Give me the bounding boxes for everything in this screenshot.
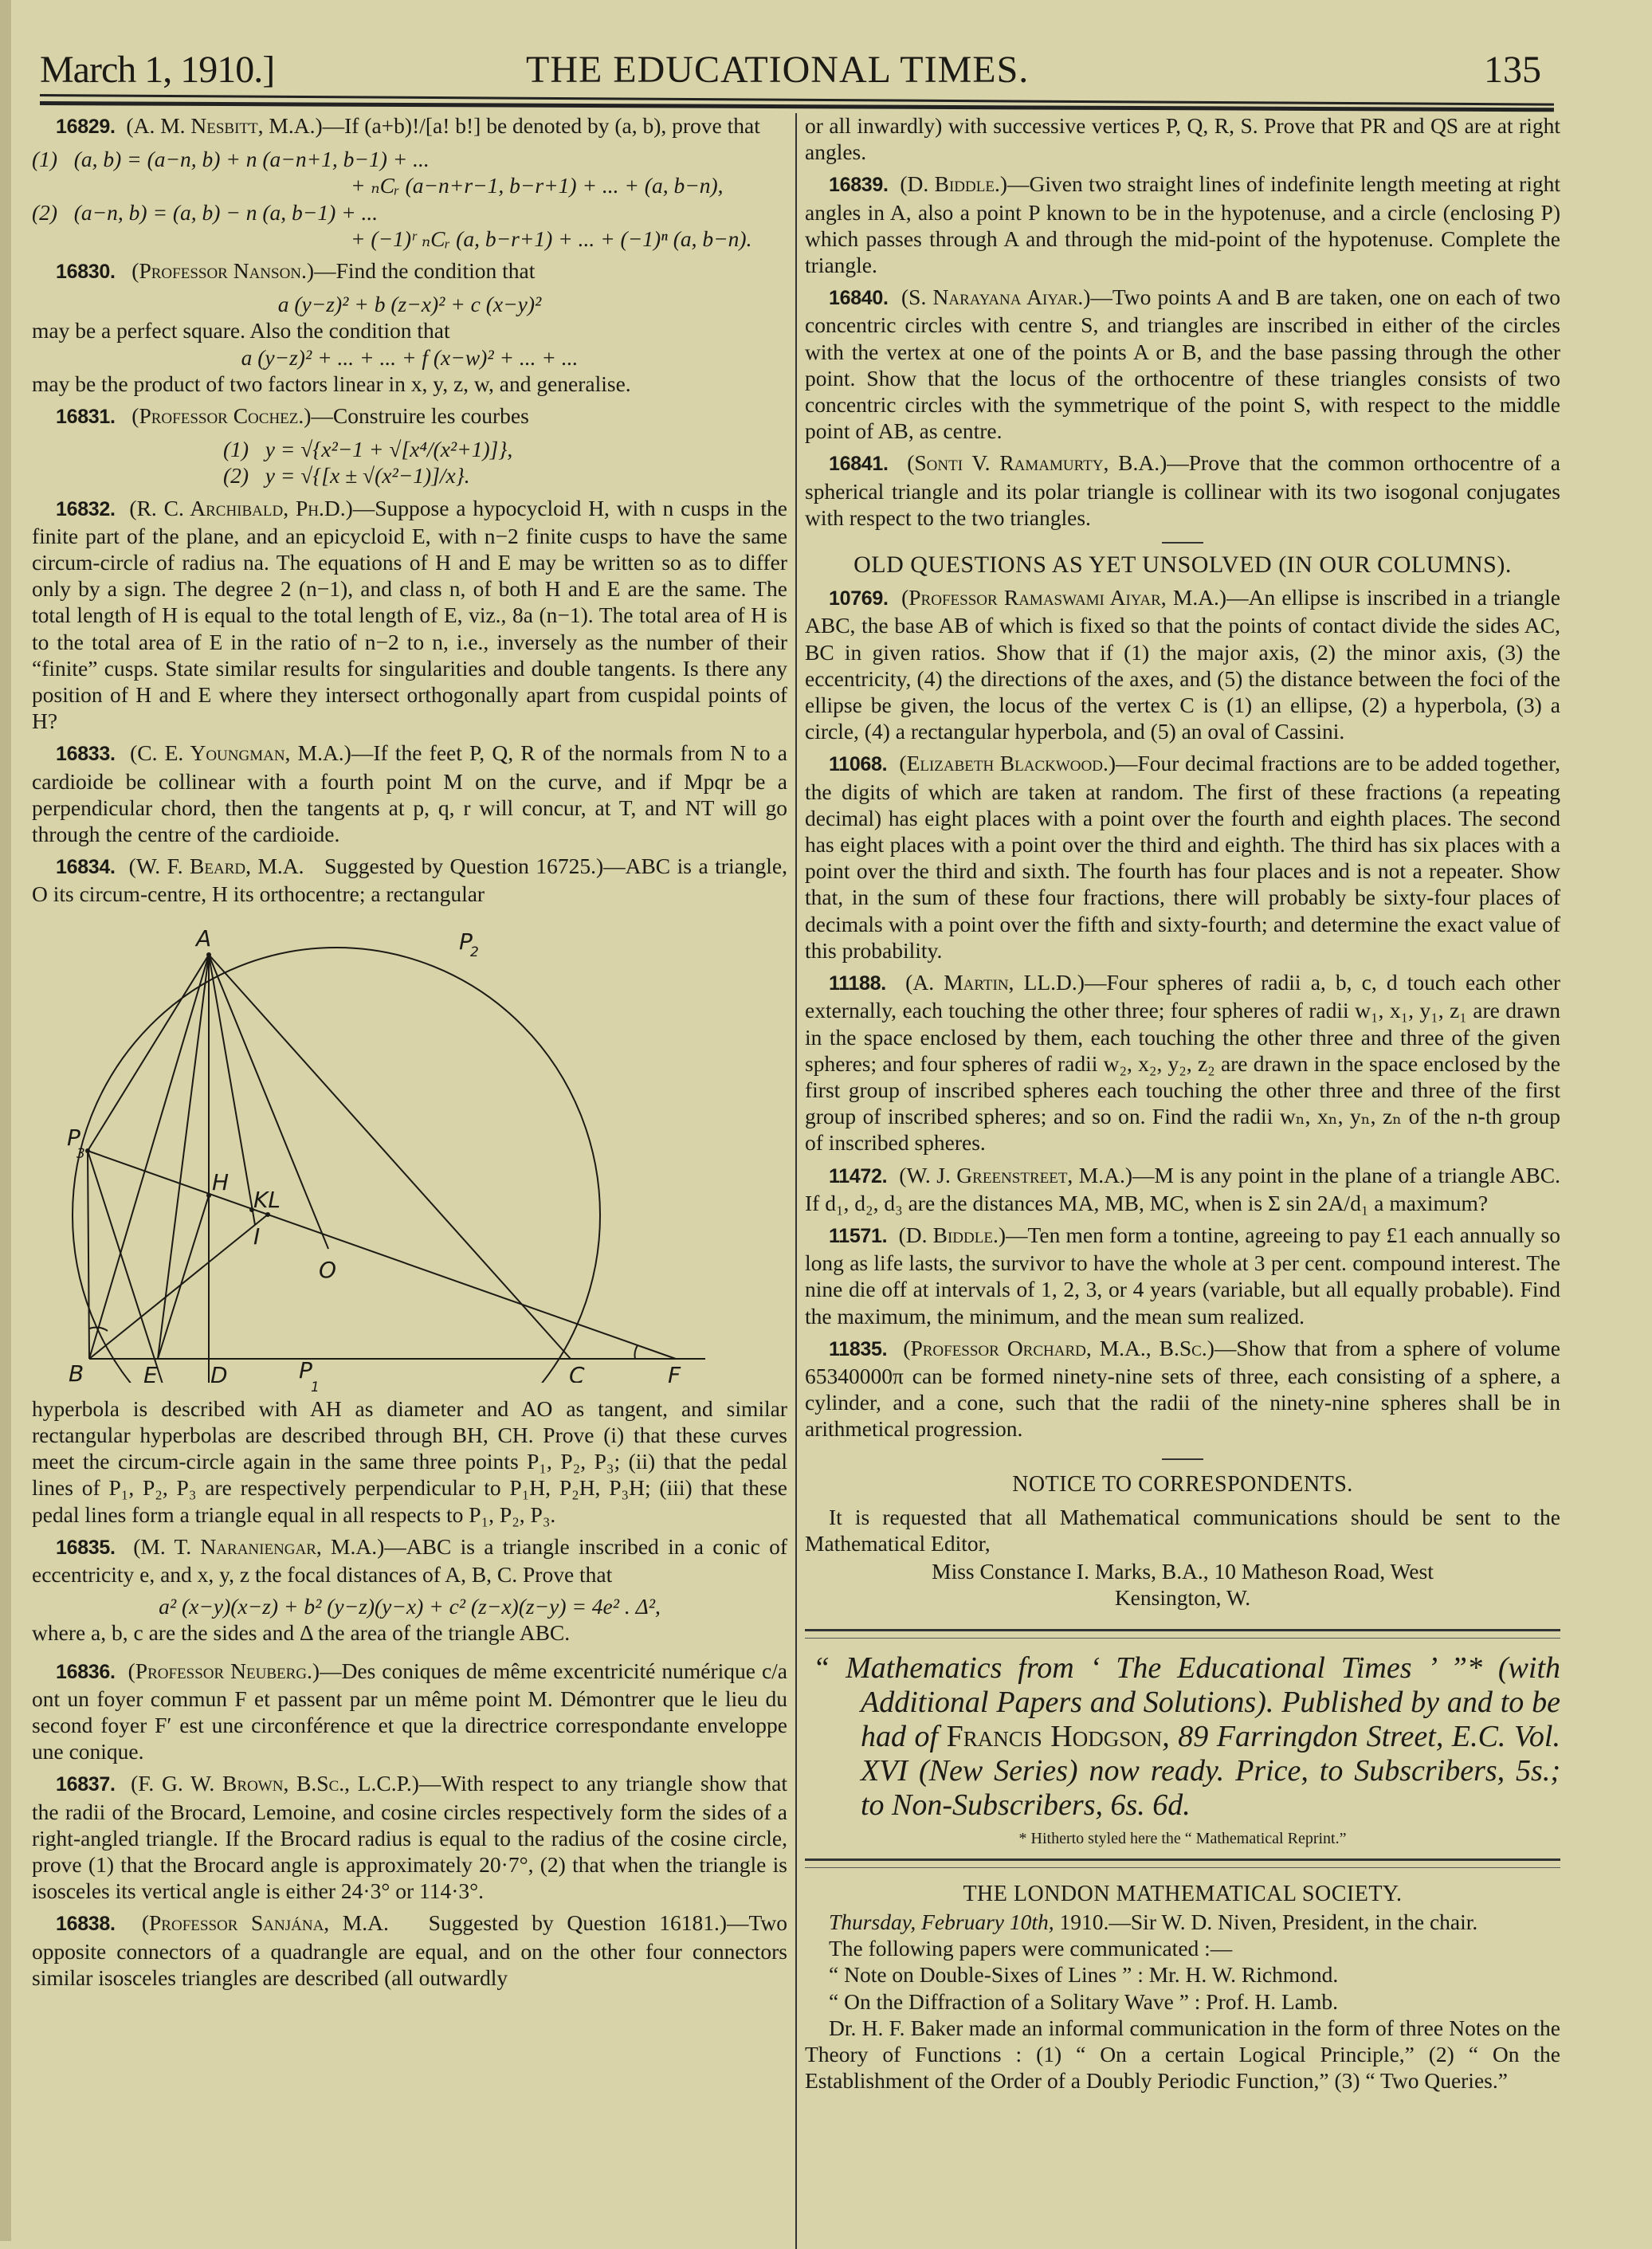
label-H: H (212, 1168, 230, 1195)
label-B: B (69, 1360, 84, 1383)
question-number: 16837. (56, 1773, 116, 1796)
question-text: Suggested by Question 16181.)—Two opposite connectors of a quadrangle are equal, and on the other four connectors similar isosceles triangles are described (all outwardly (32, 1910, 788, 1990)
paper-item: “ On the Diffraction of a Solitary Wave ” : Prof. H. Lamb. (829, 1988, 1339, 2014)
label-P1-sub: 1 (311, 1379, 320, 1395)
question-text: —Show that from a sphere of volume 65340000π can be formed ninety-nine sets of three, each consisting of a sphere, a cylinder, and a cone, such that the radii of the ninety-nine spheres shall be in arithmetical progression. (805, 1335, 1561, 1442)
question-16831 (32, 402, 787, 489)
question-16838-continuation: or all inwardly) with successive vertices P, Q, R, S. Prove that PR and QS are at right angles. (805, 113, 1560, 165)
question-author: (D. Biddle.) (900, 171, 1007, 197)
question-text: —Construire les courbes (311, 403, 529, 429)
equation: (2) (a−n, b) = (a, b) − n (a, b−1) + ... (32, 199, 379, 225)
question-text: may be the product of two factors linear in x, y, z, w, and generalise. (32, 371, 631, 396)
question-author: (F. G. W. Brown, B.Sc., L.C.P.) (131, 1771, 419, 1796)
issue-date: March 1, 1910.] (40, 49, 275, 91)
question-text: hyperbola is described with AH as diameter and AO as tangent, and similar rectangular hyperbolas are described through BH, CH. Prove (i) that these curves meet the circum-circle again in the same three points P₁, P₂, P₃; (ii) that the pedal lines of P₁, P₂, P₃ are respectively perpendicular to P₁H, P₂H, P₃H; (iii) that these pedal lines form a triangle equal in all respects to P₁, P₂, P₃. (32, 1395, 787, 1527)
question-text: —Four spheres of radii a, b, c, d touch each other externally, each touching the other three; four spheres of radii w₁, x₁, y₁, z₁ are drawn in the space enclosed by them, each touching the other three and three of the given spheres; and four spheres of radii w₂, x₂, y₂, z₂ are drawn in the space enclosed by the first group of inscribed spheres each touching the other three and three of the first group of inscribed spheres; and so on. Find the radii wₙ, xₙ, yₙ, zₙ of the n-th group of inscribed spheres. (805, 970, 1560, 1156)
line-A-C (209, 955, 571, 1359)
question-number: 16834. (56, 856, 116, 879)
question-text: —M is any point in the plane of a triangle ABC. If d₁, d₂, d₃ are the distances MA, MB, MC, when is Σ sin 2A/d₁ a maximum? (805, 1162, 1561, 1215)
question-number: 11835. (829, 1337, 888, 1360)
page-number: 135 (1484, 49, 1541, 91)
question-number: 11188. (829, 972, 886, 995)
question-text: where a, b, c are the sides and Δ the area of the triangle ABC. (32, 1620, 571, 1646)
column-divider (795, 113, 797, 2249)
notice-section (805, 1471, 1560, 1611)
question-text: —If the feet P, Q, R of the normals from N to a cardioide be collinear with a fourth point M on the curve, and if Mpqr be a perpendicular chord, then the tangents at p, q, r will concur, at T, and NT will go through the centre of the cardioide. (32, 740, 788, 847)
question-text: —Find the condition that (314, 258, 536, 284)
question-author: (W. J. Greenstreet, M.A.) (899, 1162, 1133, 1187)
question-16839 (805, 171, 1560, 278)
circum-circle (73, 948, 600, 1383)
equation: (1) (a, b) = (a−n, b) + n (a−n+1, b−1) + ... (32, 147, 430, 172)
meeting-date (805, 1909, 1560, 1935)
label-F: F (668, 1361, 681, 1383)
label-O: O (319, 1256, 337, 1283)
question-author: (Professor Nanson.) (131, 258, 315, 284)
point-H (206, 1193, 211, 1198)
question-author: (Professor Neuberg.) (128, 1658, 320, 1683)
question-16841 (805, 449, 1560, 531)
equation: a² (x−y)(x−z) + b² (y−z)(y−x) + c² (z−x)(z−y) = 4e² . Δ², (159, 1594, 661, 1619)
question-author: (Professor Cochez.) (131, 403, 312, 429)
right-column (805, 112, 1560, 2094)
question-author: (S. Narayana Aiyar.) (901, 285, 1091, 310)
question-author: (M. T. Naraniengar, M.A.) (133, 1533, 385, 1559)
question-author: (A. Martin, LL.D.) (905, 970, 1085, 995)
question-number: 16831. (56, 406, 116, 429)
question-author: (A. M. Nesbitt, M.A.) (126, 113, 323, 138)
meeting-date-italic: Thursday, February 10th, (829, 1909, 1054, 1934)
question-number: 11472. (829, 1164, 888, 1187)
lms-section (805, 1881, 1560, 2094)
label-C: C (569, 1361, 585, 1383)
notice-text: It is requested that all Mathematical communications should be sent to the Mathematical Editor, (805, 1504, 1560, 1556)
question-number: 16836. (56, 1660, 116, 1683)
question-number: 10769. (829, 587, 889, 610)
line-A-B (89, 955, 209, 1359)
label-E: E (143, 1361, 158, 1383)
angle-mark-F (634, 1345, 638, 1359)
label-P1: P (299, 1356, 312, 1384)
question-text: —Four decimal fractions are to be added together, the digits of which are taken at random. The first of these fractions (a repeating decimal) has eight places with a point over the fourth and eighth places. The second has eight places with a point over the third and eighth. The third has six places with a point over the third and sixth. The fourth has four places and is not a repeater. Show that, in the sum of these four fractions, there will probably be sixty-four places of decimals with a point over the fifth and sixty-fourth; and determine the exact value of this probability. (805, 751, 1561, 963)
old-questions-section (805, 551, 1560, 1442)
advert-text-part: “ Mathematics from ‘ The Educational Times ’ ”* (with Additional Papers and Solutions). Published by and to be had of (813, 1650, 1560, 1753)
page-header (40, 40, 1554, 96)
line-P3-F (88, 1151, 676, 1359)
question-text: —Suppose a hypocycloid H, with n cusps in the finite part of the plane, and an epicycloid E, with n−2 finite cusps to have the same circum-circle of radius na. The equations of H and E may be written so as to differ only by a sign. The degree 2 (n−1), and class n, of both H and E are the same. The total length of H is equal to the total length of E, viz., 8a (n−1). The total area of H is to the total area of E in the ratio of n−2 to n, i.e., inversely as the number of their “finite” cusps. State similar results for singularities and double tangents. Is there any position of H and E where they intersect orthogonally apart from cuspidal points of H? (32, 495, 787, 734)
label-A: A (196, 924, 212, 952)
section-heading: NOTICE TO CORRESPONDENTS. (1012, 1471, 1353, 1497)
question-author: (D. Biddle.) (898, 1222, 1006, 1247)
question-author: (Sonti V. Ramamurty, B.A.) (907, 450, 1167, 476)
question-number: 11068. (829, 753, 888, 776)
question-author: (Professor Ramaswami Aiyar, M.A.) (901, 585, 1227, 610)
left-column (32, 112, 787, 1996)
question-text: —Two points A and B are taken, one on each of two concentric circles with centre S, and triangles are inscribed in either of the circles with the vertex at one of the points A or B, and the base passing through the other point. Show that the locus of the orthocentre of these triangles consists of two concentric circles with the symmetrique of the point S, with respect to the middle point of AB, as centre. (805, 285, 1560, 444)
paper-item: “ Note on Double-Sixes of Lines ” : Mr. H. W. Richmond. (829, 1962, 1339, 1988)
question-text: —Des coniques de même excentricité numérique c/a ont un foyer commun F et passent par un même point M. Démontrer que le lieu du second foyer F′ est une circonférence et que la directrice correspondante enveloppe une conique. (32, 1658, 787, 1764)
question-text: —If (a+b)!/[a! b!] be denoted by (a, b), prove that (322, 113, 760, 138)
question-16837 (32, 1770, 787, 1904)
geometry-figure (32, 920, 787, 1383)
section-heading: OLD QUESTIONS AS YET UNSOLVED (IN OUR COLUMNS). (853, 551, 1512, 579)
page-edge-shadow (0, 0, 11, 2241)
question-16834 (32, 853, 787, 1527)
point-A (206, 952, 211, 957)
question-number: 16841. (829, 453, 889, 476)
question-author: (Professor Sanjána, M.A. (141, 1910, 389, 1936)
equation: (1) y = √{x²−1 + √[x⁴/(x²+1)]}, (223, 437, 513, 462)
question-number: 16830. (56, 261, 116, 284)
equation: (2) y = √{[x ± √(x²−1)]/x}. (223, 463, 470, 489)
question-text: Suggested by Question 16725.)—ABC is a triangle, O its circum-centre, H its orthocentre; a rectangular (32, 854, 788, 907)
label-P2: P (459, 928, 473, 955)
editor-address (805, 1584, 1560, 1611)
question-text: —ABC is a triangle inscribed in a conic of eccentricity e, and x, y, z the focal distances of A, B, C. Prove that (32, 1533, 787, 1587)
question-16830 (32, 257, 787, 397)
point-P3 (85, 1148, 90, 1153)
figure-label-P1 (32, 1356, 787, 1395)
papers-intro: The following papers were communicated :— (829, 1936, 1233, 1961)
section-divider (1162, 1458, 1203, 1460)
label-P3-sub: 3 (77, 1145, 85, 1162)
question-16833 (32, 740, 787, 847)
label-P2-sub: 2 (470, 944, 479, 960)
publisher-name: Francis Hodgson (946, 1719, 1163, 1753)
line-A-P3 (88, 955, 209, 1151)
section-divider (1162, 542, 1203, 544)
equation: a (y−z)² + ... + ... + f (x−w)² + ... + ... (241, 344, 579, 370)
question-text: —Ten men form a tontine, agreeing to pay £1 each annually so long as life lasts, the survivor to have the whole at 3 per cent. compound interest. The nine die off at intervals of 1, 2, 3, or 4 years (variable, but all equally probable). Find the maximum, the minimum, and the mean sum realized. (805, 1222, 1560, 1329)
address-line: Miss Constance I. Marks, B.A., 10 Matheson Road, West (932, 1559, 1434, 1584)
section-divider (805, 1858, 1560, 1868)
line-P3-M (88, 1151, 209, 1383)
question-16840 (805, 284, 1560, 444)
section-divider (805, 1629, 1560, 1639)
question-16838 (32, 1909, 787, 1991)
equation: + (−1)ʳ ₙCᵣ (a, b−r+1) + ... + (−1)ⁿ (a, b−n). (351, 226, 752, 251)
question-author: (W. F. Beard, M.A. (128, 854, 304, 879)
question-number: 16839. (829, 174, 889, 197)
editor-address (805, 1558, 1560, 1584)
advertisement (805, 1651, 1560, 1852)
equation: a (y−z)² + b (z−x)² + c (x−y)² (277, 292, 542, 317)
question-author: (Professor Orchard, M.A., B.Sc.) (903, 1335, 1214, 1360)
question-number: 16829. (56, 116, 116, 138)
question-text: —Prove that the common orthocentre of a spherical triangle and its polar triangle is collinear with its two isogonal conjugates with respect to the two triangles. (805, 450, 1560, 530)
advert-footnote: * Hitherto styled here the “ Mathematical Reprint.” (1018, 1829, 1347, 1847)
meeting-intro: 1910.—Sir W. D. Niven, President, in the chair. (1054, 1909, 1478, 1934)
informal-communication: Dr. H. F. Baker made an informal communication in the form of three Notes on the Theory of Functions : (1) “ On a certain Logical Principle,” (2) “ On the Establishment of the Order of a Doubly Periodic Function,” (3) “ Two Queries.” (805, 2015, 1560, 2094)
line-B-L (89, 1215, 268, 1359)
line-P3-B (88, 1151, 89, 1359)
question-number: 16838. (56, 1913, 116, 1936)
label-D: D (210, 1361, 228, 1383)
question-text: —Given two straight lines of indefinite length meeting at right angles in A, also a point P known to be in the hypotenuse, and a circle (enclosing P) which passes through A and through the mid-point of the hypotenuse. Complete the triangle. (805, 171, 1560, 278)
question-number: 16840. (829, 287, 889, 310)
question-number: 16832. (56, 497, 116, 520)
question-text: —With respect to any triangle show that the radii of the Brocard, Lemoine, and cosine circles respectively form the sides of a right-angled triangle. If the Brocard radius is equal to the radius of the cosine circle, prove (1) that the Brocard angle is approximately 20·7°, (2) that when the triangle is isosceles its vertical angle is either 24·3° or 114·3°. (32, 1771, 787, 1904)
section-heading: THE LONDON MATHEMATICAL SOCIETY. (963, 1881, 1403, 1906)
question-author: (Elizabeth Blackwood.) (899, 751, 1116, 776)
question-16836 (32, 1658, 787, 1765)
label-P3: P (67, 1124, 80, 1151)
figure-svg (32, 920, 787, 1383)
question-16829 (32, 112, 787, 252)
label-KL: KL (253, 1186, 281, 1213)
address-line: Kensington, W. (1114, 1585, 1251, 1611)
equation: + ₙCᵣ (a−n+r−1, b−r+1) + ... + (a, b−n), (351, 173, 724, 198)
line-E-H (158, 1195, 209, 1359)
advert-text (805, 1651, 1560, 1823)
publication-title: THE EDUCATIONAL TIMES. (526, 49, 1030, 91)
question-16832 (32, 495, 787, 735)
question-text: may be a perfect square. Also the condition that (32, 318, 450, 343)
question-number: 11571. (829, 1224, 888, 1247)
advert-text-part: , 89 Farringdon Street, E.C. Vol. XVI (New Series) now ready. Price, to Subscribers, 5s.; to Non-Subscribers, 6s. 6d. (861, 1719, 1560, 1822)
label-I: I (253, 1223, 261, 1250)
question-author: (R. C. Archibald, Ph.D.) (129, 495, 353, 520)
question-author: (C. E. Youngman, M.A.) (130, 740, 351, 766)
question-text: —An ellipse is inscribed in a triangle ABC, the base AB of which is fixed so that the points of contact divide the sides AC, BC in given ratios. Show that if (1) the major axis, (2) the minor axis, (3) the eccentricity, (4) the directions of the axes, and (5) the distance between the foci of the ellipse be given, the locus of the vertex C is (1) an ellipse, (2) a hyperbola, (3) a circle, (4) a rectangular hyperbola, and (5) an oval of Cassini. (805, 585, 1560, 744)
question-number: 16833. (56, 743, 116, 766)
question-16835 (32, 1533, 787, 1647)
question-number: 16835. (56, 1536, 116, 1559)
